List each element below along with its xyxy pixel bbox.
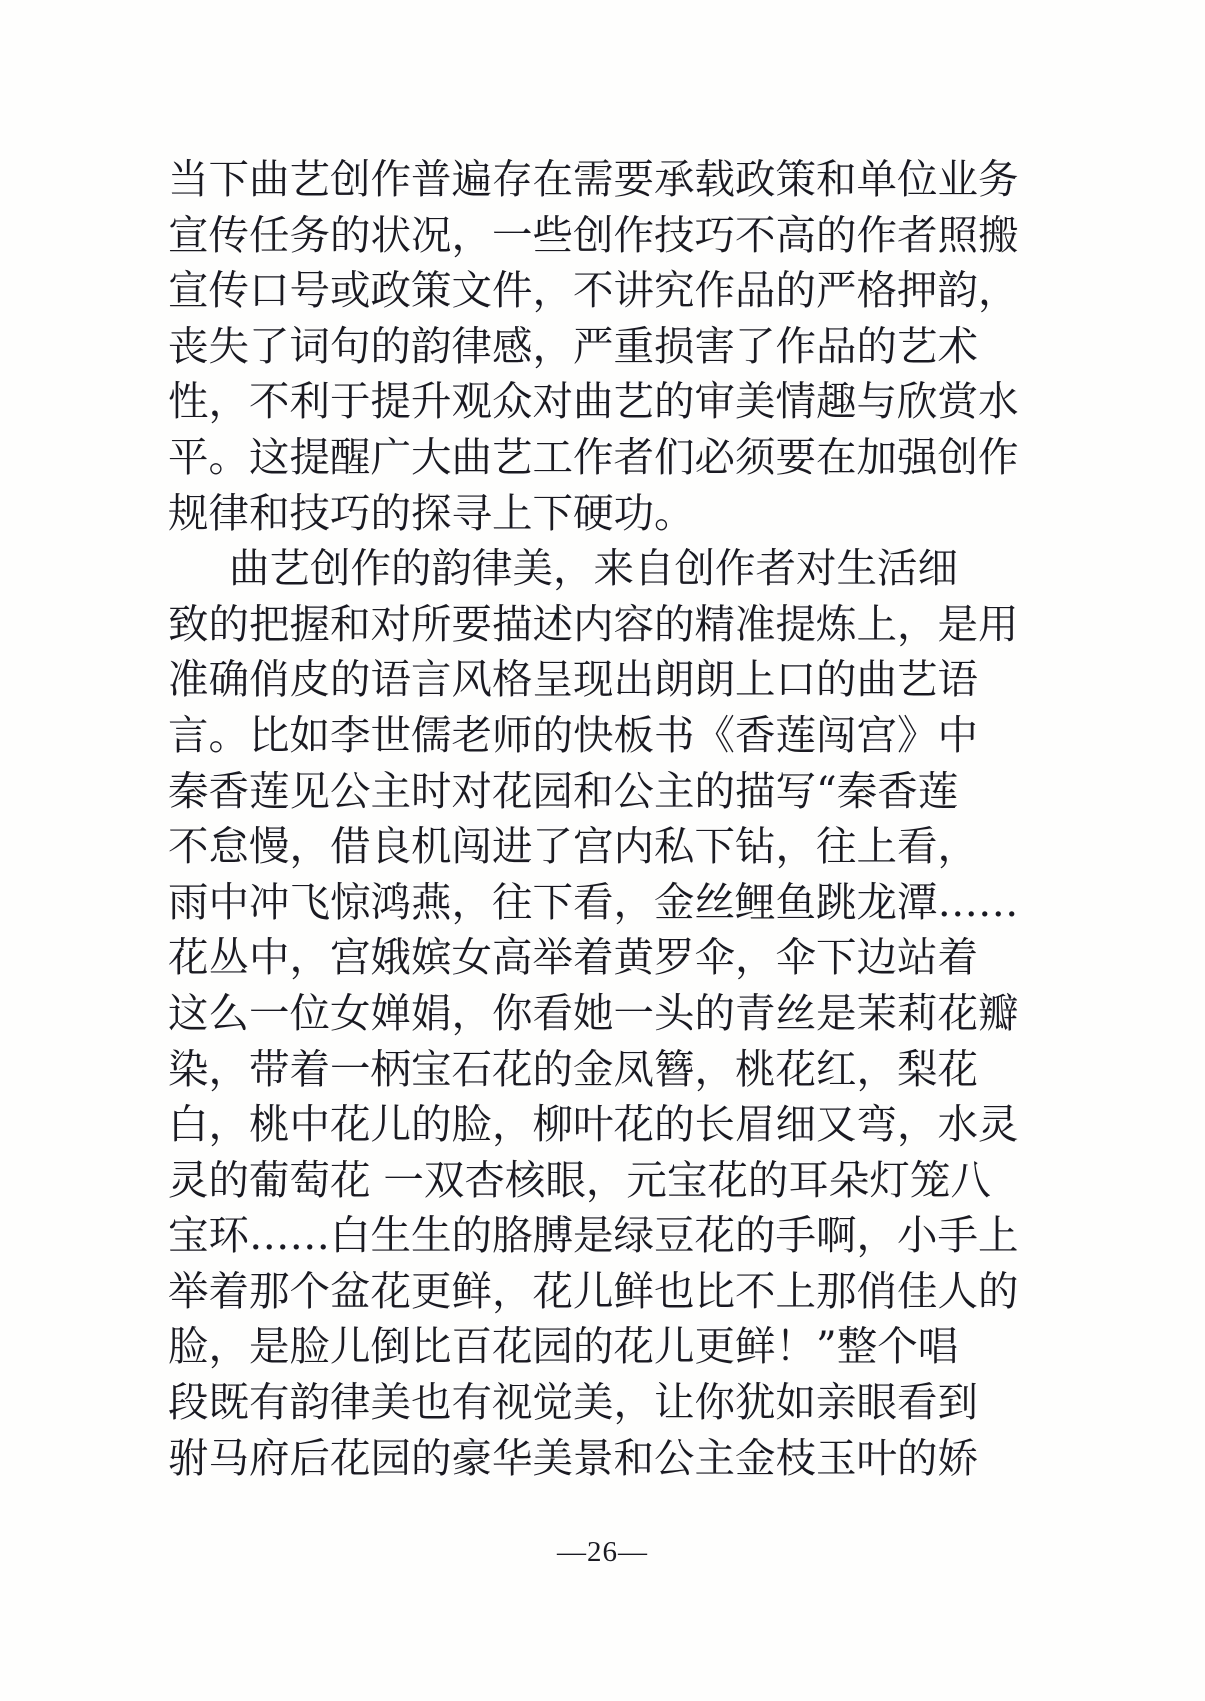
text-line [168,1097,1019,1153]
line-text: 言。比如李世儒老师的快板书《香莲闯宫》中 [168,710,978,759]
text-line [168,1375,978,1431]
line-text: 染，带着一柄宝石花的金凤簪，桃花红，梨花 [168,1044,978,1093]
text-line-indented [168,541,958,597]
line-text: 驸马府后花园的豪华美景和公主金枝玉叶的娇 [168,1433,978,1482]
text-line [168,208,1019,264]
text-line [168,1431,978,1487]
text-line [168,152,1019,208]
text-line [168,1153,991,1209]
line-text: 这么一位女婵娟，你看她一头的青丝是茉莉花瓣 [168,988,1019,1037]
line-text: 致的把握和对所要描述内容的精准提炼上，是用 [168,599,1019,648]
text-line [168,875,1019,931]
line-text: 脸，是脸儿倒比百花园的花儿更鲜！”整个唱 [168,1322,959,1371]
text-line [168,597,1019,653]
text-line [168,819,978,875]
text-line [168,1264,1019,1320]
line-text: 雨中冲飞惊鸿燕，往下看，金丝鲤鱼跳龙潭…… [168,877,1019,926]
text-line [168,1042,978,1098]
line-text: 当下曲艺创作普遍存在需要承载政策和单位业务 [168,155,1019,203]
line-text: 准确俏皮的语言风格呈现出朗朗上口的曲艺语 [168,655,978,704]
line-text: 宣传口号或政策文件，不讲究作品的严格押韵， [168,266,1019,315]
paragraph-1 [168,152,1019,541]
line-text: 宝环……白生生的胳膊是绿豆花的手啊，小手上 [168,1211,1019,1260]
line-text: 曲艺创作的韵律美，来自创作者对生活细 [229,544,958,593]
text-line [168,430,1019,486]
line-text: 性，不利于提升观众对曲艺的审美情趣与欣赏水 [168,377,1019,426]
line-text: 丧失了词句的韵律感，严重损害了作品的艺术 [168,321,978,370]
line-text: 段既有韵律美也有视觉美，让你犹如亲眼看到 [168,1378,978,1427]
text-line [168,764,958,820]
page-number: —26— [557,1536,648,1568]
line-text: 平。这提醒广大曲艺工作者们必须要在加强创作 [168,432,1019,481]
paragraph-indent [168,541,229,597]
line-text: 举着那个盆花更鲜，花儿鲜也比不上那俏佳人的 [168,1266,1019,1315]
line-text: 不怠慢，借良机闯进了宫内私下钻，往上看， [168,822,978,871]
line-text: 白，桃中花儿的脸，柳叶花的长眉细又弯，水灵 [168,1100,1019,1149]
line-text: 花丛中，宫娥嫔女高举着黄罗伞，伞下边站着 [168,933,978,982]
paragraph-2 [168,541,1019,1486]
line-text: 规律和技巧的探寻上下硬功。 [168,488,695,537]
line-text: 秦香莲见公主时对花园和公主的描写“秦香莲 [168,766,959,815]
text-line [168,319,978,375]
line-text: 宣传任务的状况，一些创作技巧不高的作者照搬 [168,210,1019,259]
text-line [168,652,978,708]
text-line [168,986,1019,1042]
text-line [168,1319,958,1375]
text-line [168,263,1019,319]
text-line [168,930,978,986]
text-line [168,708,978,764]
text-line [168,1208,1019,1264]
text-line [168,486,958,542]
line-text: 灵的葡萄花 一双杏核眼，元宝花的耳朵灯笼八 [168,1155,991,1204]
page-text-body [168,152,1019,1486]
text-line [168,374,1019,430]
